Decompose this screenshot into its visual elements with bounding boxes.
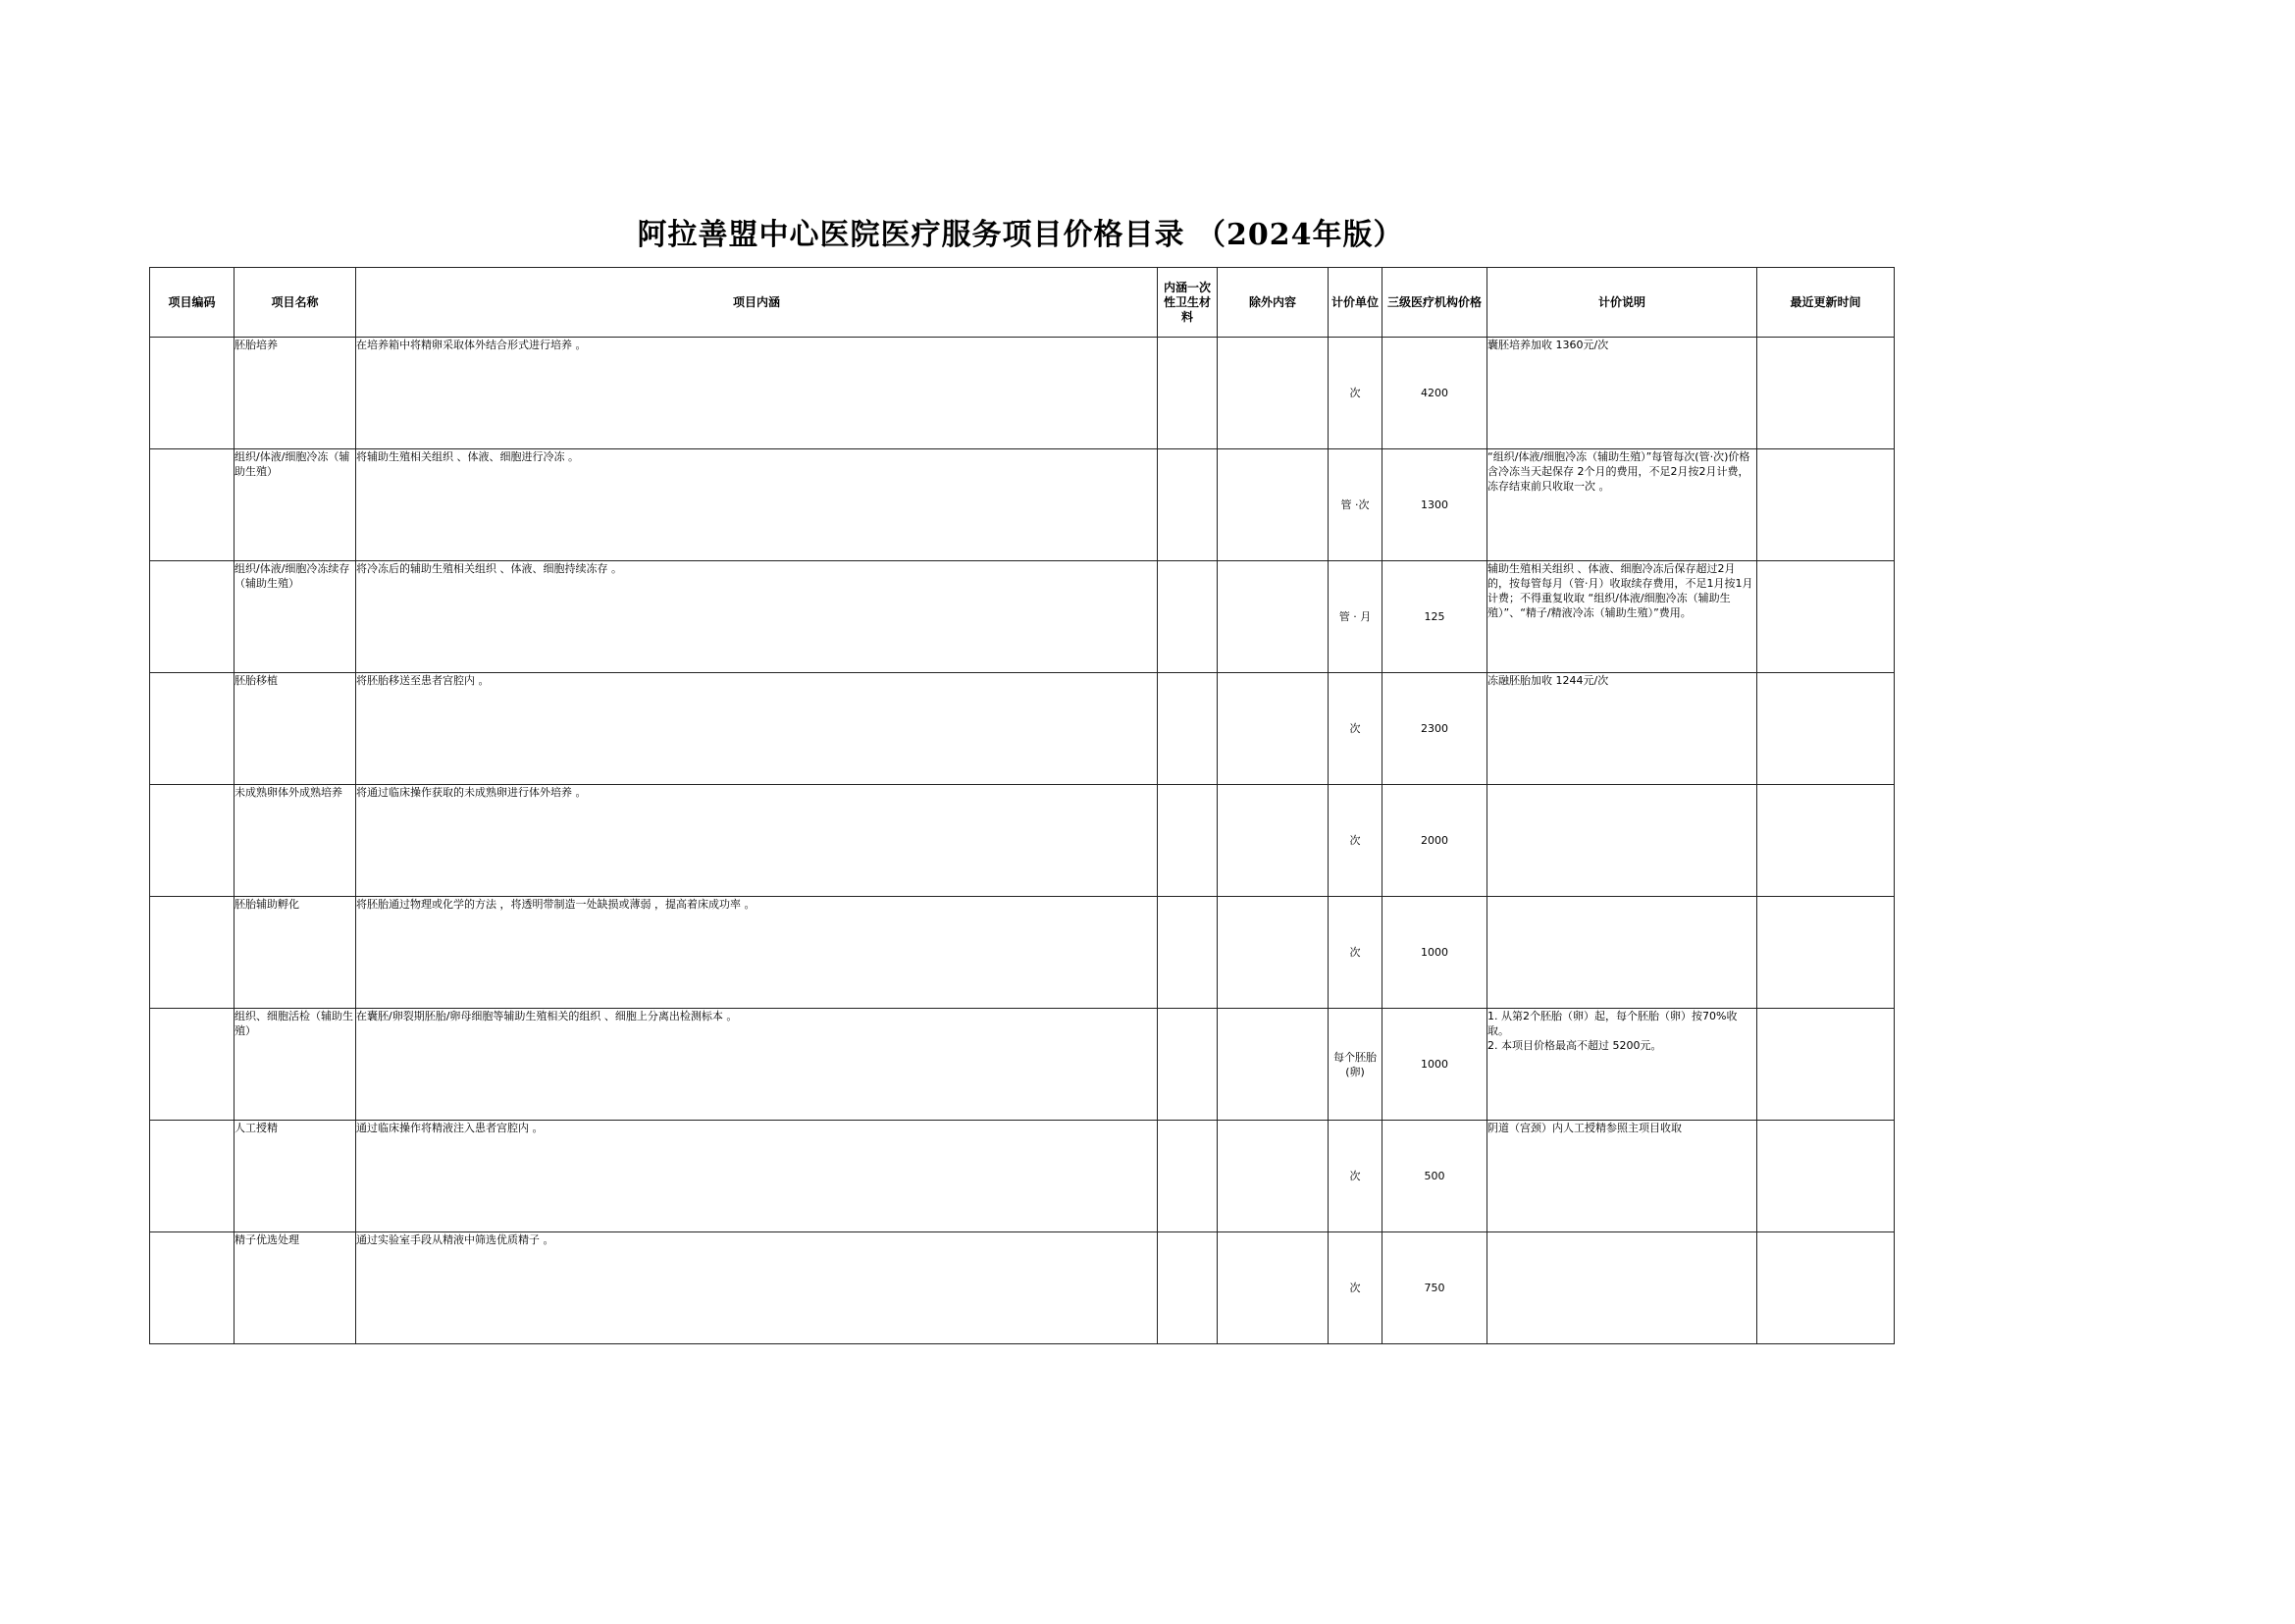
cell-name: 胚胎培养 <box>235 338 356 449</box>
table-row <box>150 1121 1895 1232</box>
cell-price: 750 <box>1382 1232 1487 1344</box>
table-row <box>150 338 1895 449</box>
cell-updated <box>1757 1121 1895 1232</box>
header-excluded: 除外内容 <box>1218 268 1329 338</box>
cell-notes: 辅助生殖相关组织 、体液、细胞冷冻后保存超过2月的，按每管每月（管·月）收取续存费用，不足1月按1月计费；不得重复收取 “组织/体液/细胞冷冻（辅助生殖）”、“精子/精液冷冻（辅助生殖）”费用。 <box>1487 561 1757 673</box>
cell-price: 1000 <box>1382 1009 1487 1121</box>
cell-unit: 次 <box>1329 897 1382 1009</box>
cell-notes <box>1487 897 1757 1009</box>
cell-unit: 管 · 月 <box>1329 561 1382 673</box>
cell-unit: 次 <box>1329 785 1382 897</box>
cell-excluded <box>1218 785 1329 897</box>
cell-code <box>150 897 235 1009</box>
cell-consumables <box>1158 1232 1218 1344</box>
header-notes: 计价说明 <box>1487 268 1757 338</box>
cell-name: 未成熟卵体外成熟培养 <box>235 785 356 897</box>
cell-price: 4200 <box>1382 338 1487 449</box>
cell-code <box>150 561 235 673</box>
cell-price: 500 <box>1382 1121 1487 1232</box>
cell-updated <box>1757 561 1895 673</box>
cell-unit: 每个胚胎(卵) <box>1329 1009 1382 1121</box>
cell-code <box>150 449 235 561</box>
cell-consumables <box>1158 673 1218 785</box>
cell-code <box>150 1009 235 1121</box>
header-price: 三级医疗机构价格 <box>1382 268 1487 338</box>
header-updated: 最近更新时间 <box>1757 268 1895 338</box>
cell-unit: 次 <box>1329 673 1382 785</box>
cell-price: 2300 <box>1382 673 1487 785</box>
cell-excluded <box>1218 897 1329 1009</box>
cell-name: 人工授精 <box>235 1121 356 1232</box>
cell-name: 组织/体液/细胞冷冻（辅助生殖） <box>235 449 356 561</box>
table-row <box>150 449 1895 561</box>
cell-code <box>150 673 235 785</box>
table-row <box>150 1009 1895 1121</box>
cell-content: 将辅助生殖相关组织 、体液、细胞进行冷冻 。 <box>356 449 1158 561</box>
header-name: 项目名称 <box>235 268 356 338</box>
cell-name: 组织/体液/细胞冷冻续存（辅助生殖） <box>235 561 356 673</box>
cell-notes: “组织/体液/细胞冷冻（辅助生殖）”每管每次(管·次)价格含冷冻当天起保存 2个月的费用，不足2月按2月计费，冻存结束前只收取一次 。 <box>1487 449 1757 561</box>
header-consumables: 内涵一次性卫生材料 <box>1158 268 1218 338</box>
cell-updated <box>1757 449 1895 561</box>
cell-content: 将胚胎通过物理或化学的方法 ，将透明带制造一处缺损或薄弱 ，提高着床成功率 。 <box>356 897 1158 1009</box>
cell-notes: 囊胚培养加收 1360元/次 <box>1487 338 1757 449</box>
cell-consumables <box>1158 1121 1218 1232</box>
cell-consumables <box>1158 1009 1218 1121</box>
cell-name: 组织、细胞活检（辅助生殖） <box>235 1009 356 1121</box>
cell-content: 将通过临床操作获取的未成熟卵进行体外培养 。 <box>356 785 1158 897</box>
header-unit: 计价单位 <box>1329 268 1382 338</box>
cell-excluded <box>1218 1121 1329 1232</box>
cell-price: 1300 <box>1382 449 1487 561</box>
table-row <box>150 673 1895 785</box>
cell-notes: 冻融胚胎加收 1244元/次 <box>1487 673 1757 785</box>
cell-price: 125 <box>1382 561 1487 673</box>
cell-unit: 次 <box>1329 1121 1382 1232</box>
cell-code <box>150 338 235 449</box>
table-row <box>150 1232 1895 1344</box>
table-header-row <box>150 268 1895 338</box>
cell-excluded <box>1218 561 1329 673</box>
cell-excluded <box>1218 673 1329 785</box>
cell-unit: 次 <box>1329 338 1382 449</box>
cell-updated <box>1757 338 1895 449</box>
table-body <box>150 338 1895 1344</box>
cell-consumables <box>1158 897 1218 1009</box>
cell-code <box>150 785 235 897</box>
cell-notes: 阴道（宫颈）内人工授精参照主项目收取 <box>1487 1121 1757 1232</box>
cell-content: 将胚胎移送至患者宫腔内 。 <box>356 673 1158 785</box>
cell-updated <box>1757 897 1895 1009</box>
cell-excluded <box>1218 1009 1329 1121</box>
cell-updated <box>1757 785 1895 897</box>
table-row <box>150 785 1895 897</box>
cell-notes <box>1487 1232 1757 1344</box>
cell-consumables <box>1158 785 1218 897</box>
cell-name: 胚胎辅助孵化 <box>235 897 356 1009</box>
cell-consumables <box>1158 561 1218 673</box>
cell-price: 2000 <box>1382 785 1487 897</box>
header-content: 项目内涵 <box>356 268 1158 338</box>
cell-price: 1000 <box>1382 897 1487 1009</box>
cell-consumables <box>1158 449 1218 561</box>
cell-content: 在囊胚/卵裂期胚胎/卵母细胞等辅助生殖相关的组织 、细胞上分离出检测标本 。 <box>356 1009 1158 1121</box>
price-catalog-table <box>149 267 1895 1344</box>
header-code: 项目编码 <box>150 268 235 338</box>
cell-excluded <box>1218 449 1329 561</box>
cell-notes <box>1487 785 1757 897</box>
cell-updated <box>1757 1232 1895 1344</box>
cell-notes: 1. 从第2个胚胎（卵）起，每个胚胎（卵）按70%收取。 2. 本项目价格最高不超过 5200元。 <box>1487 1009 1757 1121</box>
table-row <box>150 561 1895 673</box>
cell-consumables <box>1158 338 1218 449</box>
cell-unit: 管 ·次 <box>1329 449 1382 561</box>
cell-name: 精子优选处理 <box>235 1232 356 1344</box>
cell-content: 通过实验室手段从精液中筛选优质精子 。 <box>356 1232 1158 1344</box>
cell-code <box>150 1121 235 1232</box>
cell-excluded <box>1218 1232 1329 1344</box>
cell-updated <box>1757 673 1895 785</box>
cell-excluded <box>1218 338 1329 449</box>
table-row <box>150 897 1895 1009</box>
document-title: 阿拉善盟中心医院医疗服务项目价格目录 （2024年版） <box>637 218 1404 252</box>
cell-unit: 次 <box>1329 1232 1382 1344</box>
cell-content: 通过临床操作将精液注入患者宫腔内 。 <box>356 1121 1158 1232</box>
cell-name: 胚胎移植 <box>235 673 356 785</box>
cell-updated <box>1757 1009 1895 1121</box>
cell-content: 将冷冻后的辅助生殖相关组织 、体液、细胞持续冻存 。 <box>356 561 1158 673</box>
cell-content: 在培养箱中将精卵采取体外结合形式进行培养 。 <box>356 338 1158 449</box>
cell-code <box>150 1232 235 1344</box>
